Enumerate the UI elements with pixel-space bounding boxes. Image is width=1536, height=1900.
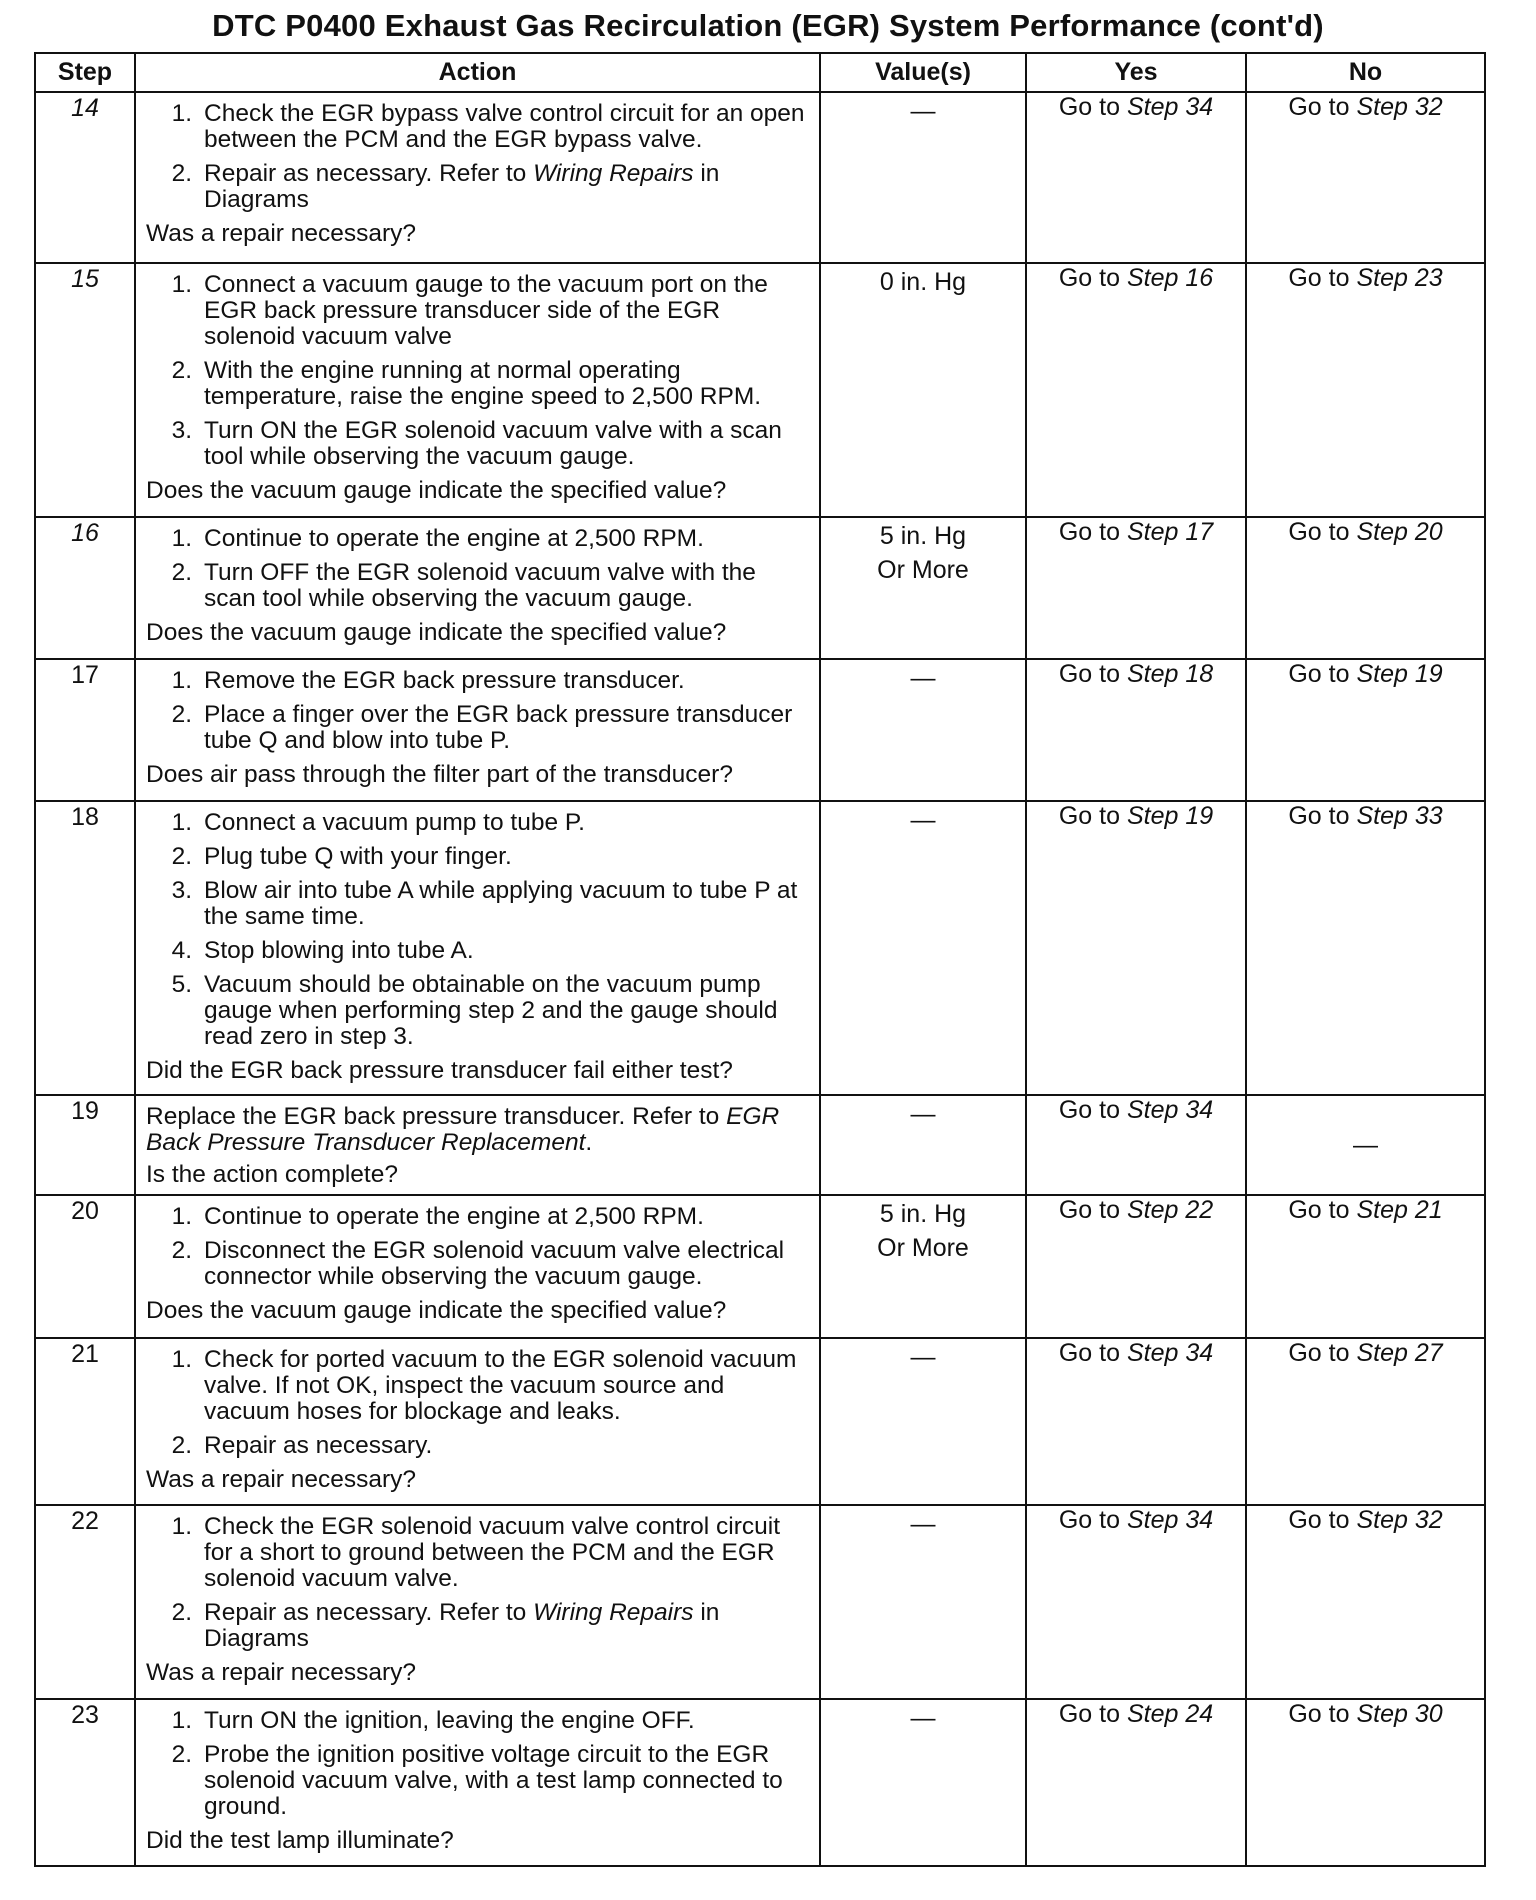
go-to-step: Step 19 xyxy=(1356,660,1443,688)
yes-cell xyxy=(1026,517,1246,659)
action-cell xyxy=(135,1505,820,1699)
item-text xyxy=(204,878,809,930)
table-row xyxy=(35,1505,1485,1699)
go-to-label: Go to xyxy=(1058,93,1120,121)
action-list xyxy=(146,1514,809,1652)
header-yes: Yes xyxy=(1026,53,1246,92)
action-list xyxy=(146,1708,809,1820)
item-text xyxy=(204,101,809,153)
action-cell xyxy=(135,1699,820,1866)
item-text xyxy=(204,1708,809,1734)
item-number: 2. xyxy=(171,1432,192,1459)
value-text: — xyxy=(910,1510,936,1538)
item-text xyxy=(204,161,809,213)
item-text xyxy=(204,526,809,552)
item-text xyxy=(204,1600,809,1652)
go-to-step: Step 18 xyxy=(1126,660,1214,688)
go-to-label: Go to xyxy=(1288,1700,1350,1728)
item-number: 2. xyxy=(171,1237,192,1264)
item-number: 1. xyxy=(171,667,192,694)
go-to-step: Step 19 xyxy=(1126,802,1214,830)
item-number: 3. xyxy=(171,417,192,444)
value-text: — xyxy=(910,97,936,125)
value-cell xyxy=(820,1195,1026,1338)
yes-cell xyxy=(1026,659,1246,801)
step-number: 17 xyxy=(35,659,135,801)
item-text xyxy=(204,272,809,350)
list-item xyxy=(146,272,809,350)
go-to-step: Step 34 xyxy=(1126,93,1214,121)
go-to-step: Step 16 xyxy=(1126,264,1214,292)
value-text: — xyxy=(910,1704,936,1732)
item-number: 1. xyxy=(171,1346,192,1373)
text-run: Turn OFF the EGR solenoid vacuum valve with the scan tool while observing the vacuum gauge. xyxy=(204,559,756,612)
table-body xyxy=(35,92,1485,1866)
list-item xyxy=(146,1433,809,1459)
action-cell xyxy=(135,517,820,659)
text-run: Continue to operate the engine at 2,500 RPM. xyxy=(204,525,704,552)
go-to-label: Go to xyxy=(1058,1096,1120,1124)
item-text xyxy=(204,1204,809,1230)
value-cell xyxy=(820,1699,1026,1866)
text-run: Turn ON the EGR solenoid vacuum valve with a scan tool while observing the vacuum gauge. xyxy=(204,417,782,470)
value-text-line2: Or More xyxy=(877,556,969,584)
yes-cell xyxy=(1026,801,1246,1095)
list-item xyxy=(146,1708,809,1734)
action-cell xyxy=(135,1195,820,1338)
yes-cell xyxy=(1026,1338,1246,1505)
list-item xyxy=(146,1238,809,1290)
action-list xyxy=(146,810,809,1050)
item-number: 2. xyxy=(171,160,192,187)
item-text xyxy=(204,702,809,754)
list-item xyxy=(146,844,809,870)
list-item xyxy=(146,1742,809,1820)
header-values: Value(s) xyxy=(820,53,1026,92)
text-run: Replace the EGR back pressure transducer. Refer to xyxy=(146,1103,727,1130)
list-item xyxy=(146,810,809,836)
step-number: 22 xyxy=(35,1505,135,1699)
value-cell xyxy=(820,263,1026,517)
action-list xyxy=(146,1204,809,1290)
go-to-step: Step 34 xyxy=(1126,1339,1214,1367)
no-cell xyxy=(1246,1505,1485,1699)
value-text: 0 in. Hg xyxy=(879,268,967,296)
go-to-label: Go to xyxy=(1288,1339,1350,1367)
list-item xyxy=(146,1347,809,1425)
item-text xyxy=(204,418,809,470)
no-cell xyxy=(1246,92,1485,263)
action-list xyxy=(146,101,809,213)
action-cell xyxy=(135,1338,820,1505)
step-number: 21 xyxy=(35,1338,135,1505)
step-number: 16 xyxy=(35,517,135,659)
go-to-step: Step 32 xyxy=(1356,1506,1443,1534)
question-text: Did the EGR back pressure transducer fail either test? xyxy=(146,1057,733,1084)
header-row xyxy=(35,53,1485,92)
list-item xyxy=(146,1204,809,1230)
go-to-label: Go to xyxy=(1058,660,1120,688)
question-text: Does the vacuum gauge indicate the specified value? xyxy=(146,477,727,504)
go-to-step: Step 24 xyxy=(1126,1700,1214,1728)
item-text xyxy=(204,1347,809,1425)
question-text: Does air pass through the filter part of the transducer? xyxy=(146,761,733,788)
item-number: 3. xyxy=(171,877,192,904)
value-cell xyxy=(820,659,1026,801)
text-run: Check for ported vacuum to the EGR solenoid vacuum valve. If not OK, inspect the vacuum source and vacuum hoses for blockage and leaks. xyxy=(204,1346,797,1425)
go-to-step: Step 30 xyxy=(1356,1700,1443,1728)
text-run: in Diagrams xyxy=(204,1599,720,1652)
value-text: 5 in. Hg xyxy=(879,522,967,550)
item-number: 1. xyxy=(171,1513,192,1540)
step-number: 20 xyxy=(35,1195,135,1338)
action-list xyxy=(146,1347,809,1459)
item-text xyxy=(204,938,809,964)
no-cell xyxy=(1246,1699,1485,1866)
item-text xyxy=(204,1238,809,1290)
text-run: Stop blowing into tube A. xyxy=(204,937,474,964)
list-item xyxy=(146,972,809,1050)
list-item xyxy=(146,702,809,754)
text-run: Remove the EGR back pressure transducer. xyxy=(204,667,685,694)
go-to-label: Go to xyxy=(1288,93,1350,121)
item-number: 2. xyxy=(171,701,192,728)
text-run: Blow air into tube A while applying vacuum to tube P at the same time. xyxy=(204,877,798,930)
question-text: Does the vacuum gauge indicate the specified value? xyxy=(146,1297,727,1324)
text-run: . xyxy=(585,1129,593,1156)
item-text xyxy=(204,1514,809,1592)
no-cell xyxy=(1246,659,1485,801)
item-number: 2. xyxy=(171,357,192,384)
table-row xyxy=(35,1095,1485,1195)
item-number: 5. xyxy=(171,971,192,998)
yes-cell xyxy=(1026,1195,1246,1338)
value-cell xyxy=(820,801,1026,1095)
text-run: Repair as necessary. Refer to xyxy=(204,1599,534,1626)
table-row xyxy=(35,801,1485,1095)
item-text xyxy=(204,1433,809,1459)
no-cell xyxy=(1246,1195,1485,1338)
text-run: in Diagrams xyxy=(204,160,720,213)
no-cell: — xyxy=(1246,1095,1485,1195)
action-list xyxy=(146,526,809,612)
go-to-label: Go to xyxy=(1288,660,1350,688)
step-number: 19 xyxy=(35,1095,135,1195)
list-item xyxy=(146,938,809,964)
go-to-step: Step 17 xyxy=(1126,518,1214,546)
item-number: 1. xyxy=(171,271,192,298)
list-item xyxy=(146,878,809,930)
go-to-label: Go to xyxy=(1058,1339,1120,1367)
go-to-step: Step 33 xyxy=(1356,802,1443,830)
value-text: — xyxy=(910,1100,936,1128)
text-run: Repair as necessary. Refer to xyxy=(204,160,534,187)
yes-cell xyxy=(1026,1699,1246,1866)
table-row xyxy=(35,1699,1485,1866)
value-text-line2: Or More xyxy=(877,1234,969,1262)
item-number: 1. xyxy=(171,1707,192,1734)
step-number: 18 xyxy=(35,801,135,1095)
go-to-label: Go to xyxy=(1288,802,1350,830)
item-text xyxy=(204,1742,809,1820)
text-run: Vacuum should be obtainable on the vacuum pump gauge when performing step 2 and the gauge should read zero in step 3. xyxy=(204,971,778,1050)
question-text: Does the vacuum gauge indicate the specified value? xyxy=(146,619,727,646)
go-to-step: Step 21 xyxy=(1356,1196,1443,1224)
go-to-step: Step 20 xyxy=(1356,518,1443,546)
header-action: Action xyxy=(135,53,820,92)
table-row xyxy=(35,92,1485,263)
text-run: Connect a vacuum gauge to the vacuum port on the EGR back pressure transducer side of the EGR solenoid vacuum valve xyxy=(204,271,768,350)
text-run: Disconnect the EGR solenoid vacuum valve electrical connector while observing the vacuum gauge. xyxy=(204,1237,785,1290)
no-cell xyxy=(1246,1338,1485,1505)
question-text: Was a repair necessary? xyxy=(146,1466,417,1493)
list-item xyxy=(146,668,809,694)
item-number: 2. xyxy=(171,559,192,586)
diagnostic-table xyxy=(34,52,1486,1867)
table-row xyxy=(35,1195,1485,1338)
action-paragraph xyxy=(146,1104,809,1156)
value-cell xyxy=(820,517,1026,659)
table-row xyxy=(35,517,1485,659)
value-text: 5 in. Hg xyxy=(879,1200,967,1228)
text-run: Continue to operate the engine at 2,500 RPM. xyxy=(204,1203,704,1230)
item-number: 1. xyxy=(171,809,192,836)
question-text: Was a repair necessary? xyxy=(146,220,417,247)
item-text xyxy=(204,668,809,694)
question-text: Did the test lamp illuminate? xyxy=(146,1827,454,1854)
question-text: Was a repair necessary? xyxy=(146,1659,417,1686)
list-item xyxy=(146,560,809,612)
step-number: 14 xyxy=(35,92,135,263)
value-cell xyxy=(820,1095,1026,1195)
item-number: 2. xyxy=(171,843,192,870)
go-to-label: Go to xyxy=(1058,264,1120,292)
text-run: Turn ON the ignition, leaving the engine OFF. xyxy=(204,1707,695,1734)
list-item xyxy=(146,418,809,470)
item-number: 1. xyxy=(171,1203,192,1230)
value-text: — xyxy=(910,806,936,834)
yes-cell xyxy=(1026,1095,1246,1195)
text-run: Repair as necessary. xyxy=(204,1432,433,1459)
list-item xyxy=(146,161,809,213)
yes-cell xyxy=(1026,1505,1246,1699)
table-row xyxy=(35,263,1485,517)
header-no: No xyxy=(1246,53,1485,92)
value-cell xyxy=(820,1338,1026,1505)
action-list xyxy=(146,668,809,754)
text-run: Check the EGR bypass valve control circuit for an open between the PCM and the EGR bypass valve. xyxy=(204,100,805,153)
go-to-step: Step 34 xyxy=(1126,1096,1214,1124)
question-text: Is the action complete? xyxy=(146,1161,398,1188)
item-number: 2. xyxy=(171,1599,192,1626)
go-to-label: Go to xyxy=(1058,1700,1120,1728)
value-text: — xyxy=(910,664,936,692)
value-cell xyxy=(820,92,1026,263)
no-cell xyxy=(1246,517,1485,659)
value-text: — xyxy=(910,1343,936,1371)
item-number: 4. xyxy=(171,937,192,964)
action-cell xyxy=(135,659,820,801)
page-title: DTC P0400 Exhaust Gas Recirculation (EGR) System Performance (cont'd) xyxy=(212,8,1324,43)
action-cell xyxy=(135,92,820,263)
italic-text: EGR Back Pressure Transducer Replacement xyxy=(146,1103,780,1156)
go-to-label: Go to xyxy=(1288,264,1350,292)
text-run: With the engine running at normal operating temperature, raise the engine speed to 2,500 RPM. xyxy=(204,357,762,410)
go-to-label: Go to xyxy=(1288,1506,1350,1534)
go-to-step: Step 23 xyxy=(1356,264,1443,292)
go-to-step: Step 22 xyxy=(1126,1196,1214,1224)
go-to-label: Go to xyxy=(1058,802,1120,830)
go-to-step: Step 32 xyxy=(1356,93,1443,121)
list-item xyxy=(146,1600,809,1652)
text-run: Place a finger over the EGR back pressure transducer tube Q and blow into tube P. xyxy=(204,701,793,754)
go-to-label: Go to xyxy=(1058,518,1120,546)
action-list xyxy=(146,272,809,470)
item-text xyxy=(204,358,809,410)
go-to-label: Go to xyxy=(1288,518,1350,546)
yes-cell xyxy=(1026,263,1246,517)
text-run: Connect a vacuum pump to tube P. xyxy=(204,809,585,836)
go-to-label: Go to xyxy=(1288,1196,1350,1224)
list-item xyxy=(146,101,809,153)
text-run: Check the EGR solenoid vacuum valve control circuit for a short to ground between the PCM and the EGR solenoid vacuum valve. xyxy=(204,1513,781,1592)
list-item xyxy=(146,526,809,552)
text-run: Plug tube Q with your finger. xyxy=(204,843,512,870)
item-text xyxy=(204,844,809,870)
go-to-step: Step 34 xyxy=(1126,1506,1214,1534)
header-step: Step xyxy=(35,53,135,92)
text-run: Probe the ignition positive voltage circuit to the EGR solenoid vacuum valve, with a test lamp connected to ground. xyxy=(204,1741,783,1820)
value-cell xyxy=(820,1505,1026,1699)
italic-text: Wiring Repairs xyxy=(533,160,694,187)
item-text xyxy=(204,560,809,612)
item-number: 1. xyxy=(171,525,192,552)
item-text xyxy=(204,972,809,1050)
action-cell xyxy=(135,1095,820,1195)
action-cell xyxy=(135,263,820,517)
list-item xyxy=(146,1514,809,1592)
item-number: 2. xyxy=(171,1741,192,1768)
yes-cell xyxy=(1026,92,1246,263)
no-cell xyxy=(1246,801,1485,1095)
go-to-step: Step 27 xyxy=(1356,1339,1443,1367)
item-text xyxy=(204,810,809,836)
step-number: 23 xyxy=(35,1699,135,1866)
step-number: 15 xyxy=(35,263,135,517)
item-number: 1. xyxy=(171,100,192,127)
table-row xyxy=(35,1338,1485,1505)
go-to-label: Go to xyxy=(1058,1506,1120,1534)
action-cell xyxy=(135,801,820,1095)
italic-text: Wiring Repairs xyxy=(533,1599,694,1626)
table-row xyxy=(35,659,1485,801)
no-cell xyxy=(1246,263,1485,517)
go-to-label: Go to xyxy=(1058,1196,1120,1224)
list-item xyxy=(146,358,809,410)
